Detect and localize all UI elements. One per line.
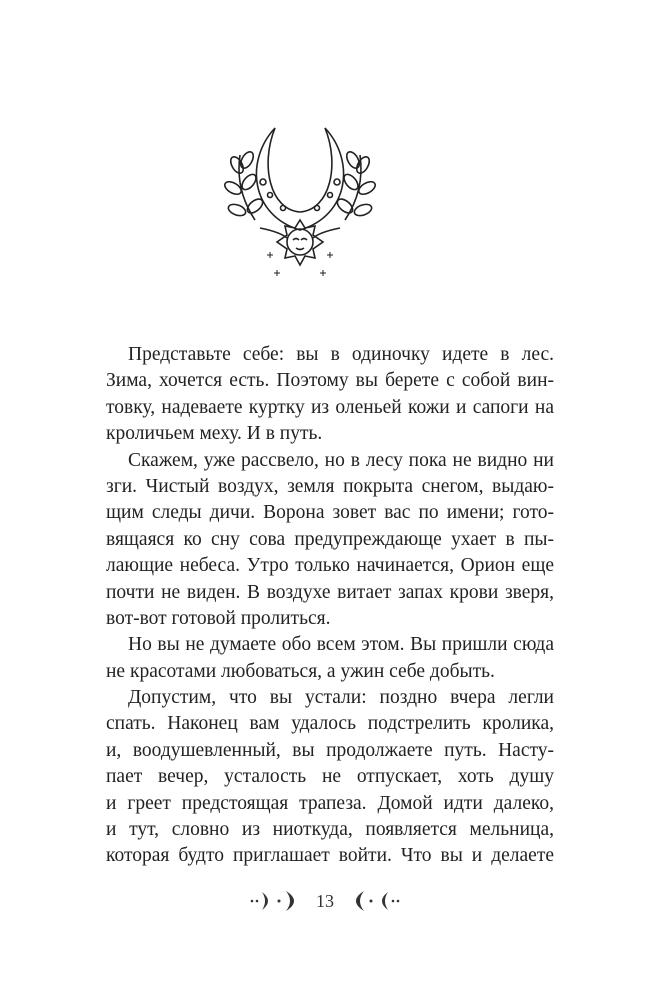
body-text xyxy=(106,342,554,870)
waxing-moons-icon xyxy=(340,890,402,912)
text-line: Зима, хочется есть. Поэтому вы берете с собой вин- xyxy=(106,370,554,392)
text-line: пает вечер, усталость не отпускает, хоть душу xyxy=(106,766,554,788)
text-line: и греет предстоящая трапеза. Домой идти далеко, xyxy=(106,792,554,814)
page-number: 13 xyxy=(316,890,334,911)
text-line: зги. Чистый воздух, земля покрыта снегом, выдаю- xyxy=(106,475,554,497)
paragraph xyxy=(106,632,554,685)
paragraph xyxy=(106,342,554,448)
text-line: которая будто приглашает войти. Что вы и делаете xyxy=(106,845,554,867)
text-line: и тут, словно из ниоткуда, появляется мельница, xyxy=(106,819,554,841)
text-line: щим следы дичи. Ворона зовет вас по имени; гото- xyxy=(106,502,554,524)
page-footer xyxy=(0,890,650,912)
text-line: не красотами любоваться, а ужин себе добыть. xyxy=(106,660,495,682)
text-line: и, воодушевленный, вы продолжаете путь. Насту- xyxy=(106,739,554,761)
paragraph xyxy=(106,448,554,633)
text-line: вящаяся ко сну сова предупреждающе ухает в пы- xyxy=(106,528,554,550)
paragraph xyxy=(106,685,554,870)
text-line: Представьте себе: вы в одиночку идете в лес. xyxy=(128,344,554,365)
text-line: вот-вот готовой пролиться. xyxy=(106,607,331,629)
text-line: лающие небеса. Утро только начинается, Орион еще xyxy=(106,555,554,577)
moon-sun-ornament-icon xyxy=(215,120,385,280)
text-line: товку, надеваете куртку из оленьей кожи и сапоги на xyxy=(106,396,554,418)
text-line: Скажем, уже рассвело, но в лесу пока не видно ни xyxy=(128,449,554,471)
text-line: почти не виден. В воздухе витает запах крови зверя, xyxy=(106,581,554,603)
text-line: кроличьем меху. И в путь. xyxy=(106,423,323,445)
waning-moons-icon xyxy=(248,890,310,912)
text-line: Но вы не думаете обо всем этом. Вы пришли сюда xyxy=(128,634,554,656)
text-line: спать. Наконец вам удалось подстрелить кролика, xyxy=(106,713,554,735)
text-line: Допустим, что вы устали: поздно вчера легли xyxy=(128,687,554,709)
